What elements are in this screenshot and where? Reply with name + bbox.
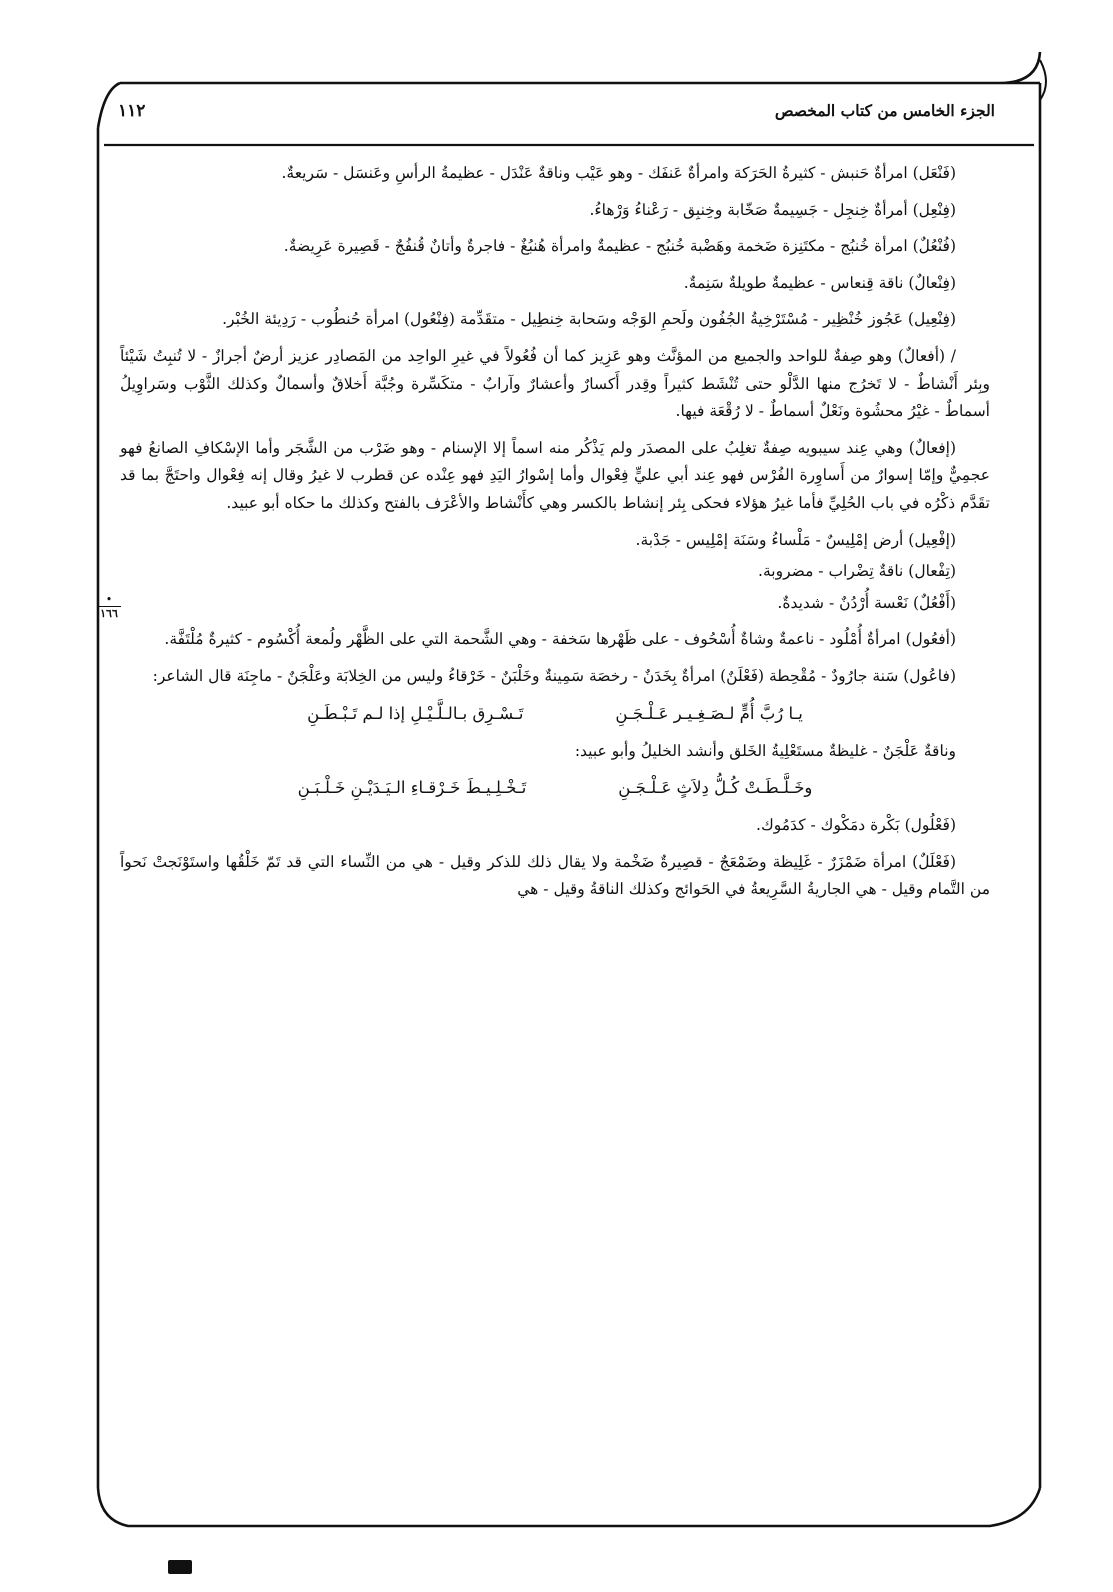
paragraph: (فِنْعِل) أمرأةٌ خِنجِل - جَسِيمةٌ صَخّابة وخِنبِق - رَعْناءُ وَرْهاءُ. [589,200,956,219]
paragraph: (فَعْلَلٌ) امرأة ضَمْزَرٌ - غَلِيظة وضَمْعَجٌ - قصِيرةٌ ضَخْمة ولا يقال ذلك للذكر وقيل - هي من النِّساء التي قد تَمّ خَلْقُها واستَوْنَجتْ نَحواً من التَّمام وقيل - هي الجاريةُ السَّرِيعةُ في الحَوائج وكذلك الناقةُ وقيل - هي [120,852,990,899]
paragraph: (فَعْلُول) بَكْرة دمَكْوك - كدَمُوك. [756,816,956,835]
page-number: ١١٢ [118,101,146,121]
scan-ink-mark [168,1560,192,1574]
paragraph: (فَنْعَل) امرأةٌ حَنبش - كثيرةُ الحَرَكة وامرأةٌ عَنفَك - وهو عَيْب وناقةٌ عَنْدَل - عظيمةُ الرأسِ وعَنسَل - سَريعةٌ. [281,164,956,182]
verse-first-hemistich: وخَـلَّـطَـتْ كُـلُّ دِلاَثٍ عَـلْـجَـنِ [618,778,813,798]
verse-second-hemistich: تَـسْـرِق بـالـلَّـيْـلِ إذا لـم تَـبْـطَـنِ [307,703,524,723]
margin-reference-number: ١٦٦ [100,607,118,620]
paragraph: (فاعُول) سَنة جارُودٌ - مُقْحِطة (فَعْلَنٌ) امرأةٌ بِخَدَنٌ - رخصَة سَمِينةٌ وخَلْبَنٌ - خَرْقاءُ وليس من الخِلابَة وعَلْجَنٌ - ماجِنَة قال الشاعر: [152,666,956,685]
verse-line [120,700,990,728]
paragraph: (أَفْعُلٌ) نَعْسة أُرْدُنٌ - شديدةٌ. [777,593,956,612]
verse-first-hemistich: يـا رُبَّ أُمٍّ لـصَـغِـيـر عَـلْـجَـنِ [615,703,803,723]
paragraph: (تِفْعال) ناقةٌ تِضْراب - مضروبة. [758,562,956,581]
paragraph: (فُنْعُلٌ) امرأة خُنبُج - مكتَنِزة ضَخمة وهَضْبة خُنبُج - عظيمةٌ وامرأة هُنبُغٌ - فاجرةٌ وأتانٌ قُنفُجٌ - قَصِيرة عَرِيضةٌ. [283,237,956,256]
paragraph: (فِنْعِيل) عَجُوز خُنْظِير - مُسْتَرْخِيةُ الجُفُون ولَحمِ الوَجْه وسَحابة خِنطِيل - متقَدِّمة (فِنْعُول) امرأة حُنطُوب - رَدِيئة الخُبْر. [222,310,956,329]
verse-line [120,774,990,802]
paragraph: (فِنْعالٌ) ناقة قِنعاس - عظيمةٌ طويلةٌ سَنِمةٌ. [683,273,956,292]
paragraph: (إفْعِيل) أرض إمْلِيسٌ - مَلْساءُ وسَنَة إمْلِيس - جَدْبة. [635,530,956,549]
paragraph: (أفعُول) امرأةٌ أُمْلُود - ناعمةٌ وشاةٌ أُسْحُوف - على ظَهْرها سَخفة - وهي الشَّحمة التي على الظَّهْر ولُمعة أُكْسُوم - كثيرةٌ مُلْتَفَّة. [164,630,956,649]
book-title: الجزء الخامس من كتاب المخصص [774,101,995,120]
verse-second-hemistich: تَـخْـلِـيـطَ خَـرْقـاءِ الـيَـدَيْـنِ خَـلْـبَـنِ [297,778,527,798]
paragraph: (إفعالٌ) وهي عِند سيبويه صِفةٌ تغلِبُ على المصدَر ولم يَذْكُر منه اسماً إلا الإسنام - وهو ضَرْب من الشَّجَر وأما الإسْكافِ الصانعُ فهو عجمِيٌّ وإمّا إسوارٌ من أَساوِرة الفُرْس فهو عِند أبي عليٍّ فِعْوال وأما إسْوارُ اليَدِ فهو عِنْده عن قطرب لا غيرُ وقال إنه فِعْوال واحتَجَّ بما قد تقَدَّم ذكْرُه في باب الحُلِيِّ فأما غيرُ هؤلاء فحكى بِئر إنشاط بالكسر وهي كأَنْشاط والأعْرَف بالفتح وكذلك ما حكاه أبو عبيد. [120,438,990,512]
paragraph: وناقةٌ عَلْجَنٌ - غليظةٌ مستَعْلِيةُ الخَلق وأنشد الخليلُ وأبو عبيد: [574,741,956,760]
page-body [120,160,990,913]
running-header [118,95,995,135]
margin-page-reference: • ١٦٦ [95,596,123,620]
paragraph: / (أفعالٌ) وهو صِفةٌ للواحد والجميع من المؤنَّث وهو عَزِيز كما أن فُعُولاً في غيرِ الواحِد من المَصادِر عزيز أرضٌ أجرازٌ - لا تُنبِتُ شَيْئاً وبِئر أَنْشاطٌ - لا تَخرُج منها الدَّلْو حتى تُنْشَط كثيراً وقِدر أَكسارٌ وأعشارٌ وآرابٌ - متكَسِّرة وجُبَّة أَخلاقٌ وأسمالٌ وكذلك الثَّوْب وسَراوِيلُ أسماطٌ - غيْرُ محشُوة ونَعْلٌ أسماطٌ - لا رُقْعَة فيها. [120,346,990,421]
